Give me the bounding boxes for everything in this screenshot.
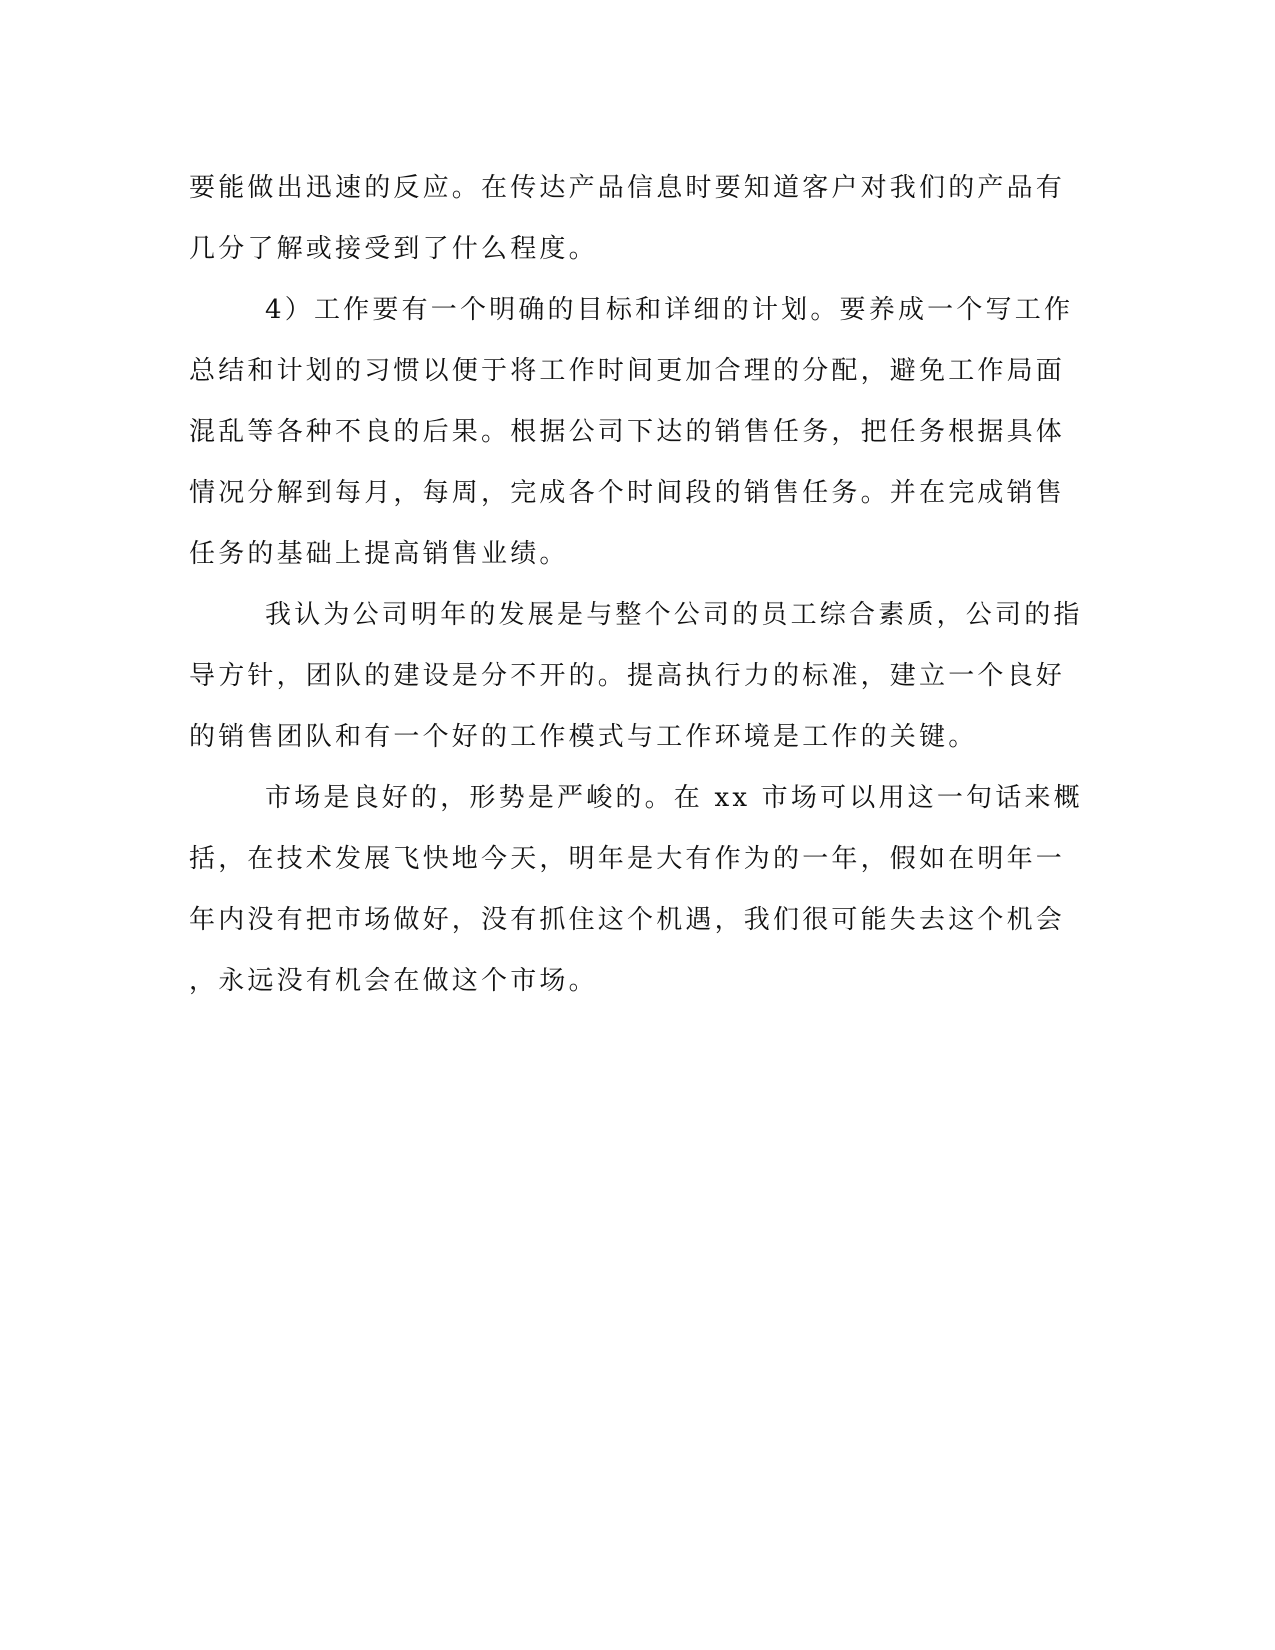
paragraph-line: 的销售团队和有一个好的工作模式与工作环境是工作的关键。 (189, 722, 978, 752)
paragraph-2 (189, 280, 1089, 585)
paragraph-4 (189, 768, 1089, 1012)
paragraph-line: 几分了解或接受到了什么程度。 (189, 234, 598, 264)
paragraph-line: 括，在技术发展飞快地今天，明年是大有作为的一年，假如在明年一 (189, 844, 1066, 874)
paragraph-line: 混乱等各种不良的后果。根据公司下达的销售任务，把任务根据具体 (189, 417, 1066, 447)
paragraph-line: 导方针，团队的建设是分不开的。提高执行力的标准，建立一个良好 (189, 661, 1066, 691)
paragraph-line: 要能做出迅速的反应。在传达产品信息时要知道客户对我们的产品有 (189, 173, 1066, 203)
document-body (189, 158, 1089, 1012)
paragraph-first-line: 我认为公司明年的发展是与整个公司的员工综合素质，公司的指 (265, 600, 1083, 630)
paragraph-first-line: 市场是良好的，形势是严峻的。在 xx 市场可以用这一句话来概 (265, 783, 1083, 813)
paragraph-line: 总结和计划的习惯以便于将工作时间更加合理的分配，避免工作局面 (189, 356, 1066, 386)
paragraph-1 (189, 158, 1089, 280)
paragraph-first-line: 4）工作要有一个明确的目标和详细的计划。要养成一个写工作 (265, 295, 1074, 325)
paragraph-line: 任务的基础上提高销售业绩。 (189, 539, 569, 569)
paragraph-line: 情况分解到每月，每周，完成各个时间段的销售任务。并在完成销售 (189, 478, 1066, 508)
paragraph-line: 年内没有把市场做好，没有抓住这个机遇，我们很可能失去这个机会 (189, 905, 1066, 935)
paragraph-line: ，永远没有机会在做这个市场。 (189, 966, 598, 996)
paragraph-3 (189, 585, 1089, 768)
